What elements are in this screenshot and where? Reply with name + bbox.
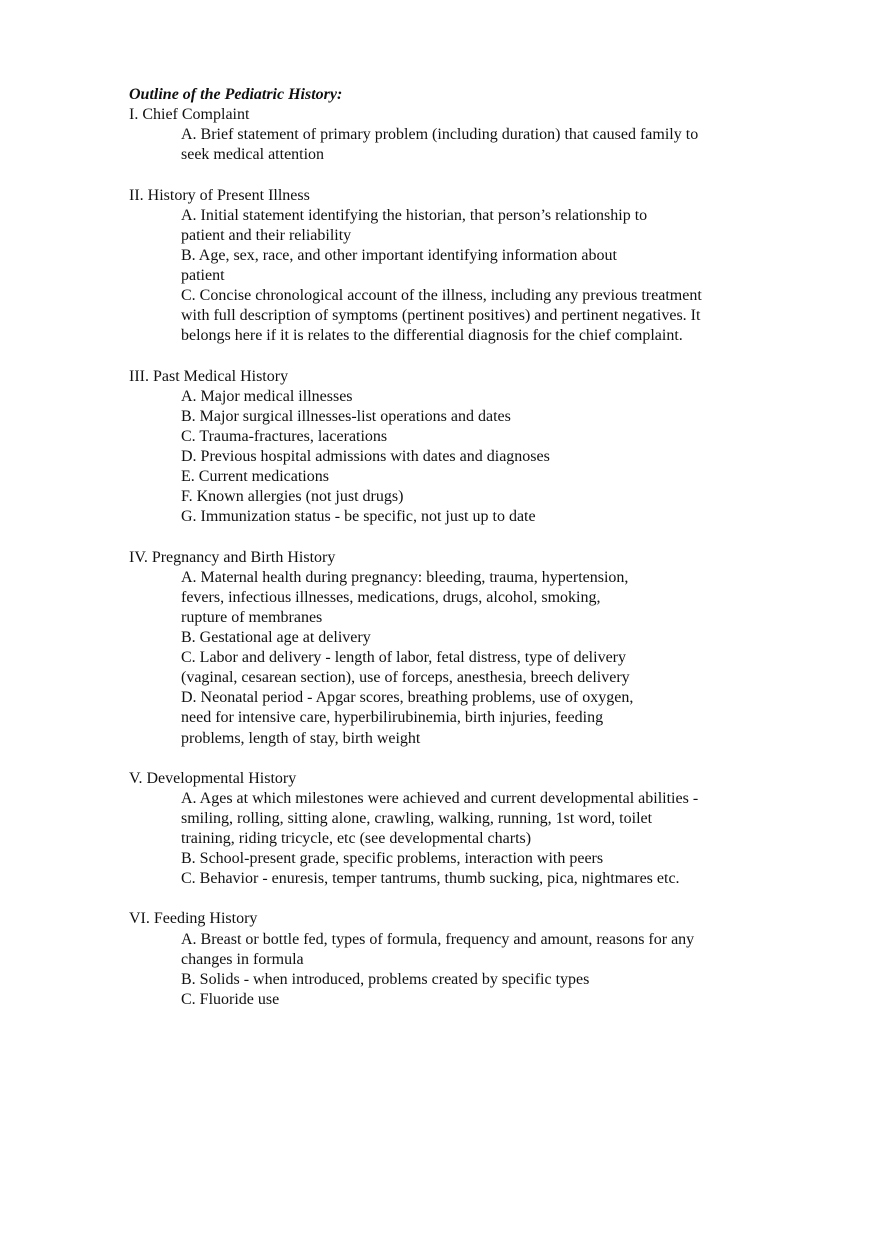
item-text-line: B. Solids - when introduced, problems created by specific types — [181, 970, 590, 988]
item-text-line: training, riding tricycle, etc (see developmental charts) — [181, 830, 532, 848]
section-heading: I. Chief Complaint — [129, 106, 250, 124]
item-text-line: E. Current medications — [181, 468, 329, 486]
section-heading: V. Developmental History — [129, 769, 297, 787]
section-heading: IV. Pregnancy and Birth History — [129, 548, 336, 566]
document-title: Outline of the Pediatric History: — [129, 86, 343, 103]
outline-item — [129, 487, 702, 507]
item-text-line: D. Neonatal period - Apgar scores, breathing problems, use of oxygen, — [181, 689, 634, 707]
outline-item — [129, 869, 702, 889]
outline-item — [129, 387, 702, 407]
outline-section — [129, 105, 702, 165]
item-text-line: smiling, rolling, sitting alone, crawling, walking, running, 1st word, toilet — [181, 809, 653, 827]
outline-section — [129, 909, 702, 1010]
outline-section — [129, 186, 702, 347]
outline-item — [129, 789, 702, 849]
item-text-line: changes in formula — [181, 950, 304, 968]
item-text-line: A. Breast or bottle fed, types of formula, frequency and amount, reasons for any — [181, 930, 695, 948]
item-text-line: belongs here if it is relates to the differential diagnosis for the chief complaint. — [181, 327, 683, 345]
outline-item — [129, 507, 702, 527]
item-text-line: A. Initial statement identifying the historian, that person’s relationship to — [181, 206, 648, 224]
outline-item — [129, 970, 702, 990]
outline-item — [129, 427, 702, 447]
item-text-line: G. Immunization status - be specific, not just up to date — [181, 508, 536, 526]
item-text-line: B. Age, sex, race, and other important identifying information about — [181, 246, 617, 264]
item-text-line: C. Behavior - enuresis, temper tantrums, thumb sucking, pica, nightmares etc. — [181, 870, 680, 888]
item-text-line: C. Labor and delivery - length of labor, fetal distress, type of delivery — [181, 649, 626, 667]
outline-section — [129, 367, 702, 528]
item-text-line: D. Previous hospital admissions with dates and diagnoses — [181, 447, 550, 465]
item-text-line: rupture of membranes — [181, 608, 323, 626]
item-text-line: with full description of symptoms (pertinent positives) and pertinent negatives. It — [181, 307, 701, 325]
outline-section — [129, 769, 702, 890]
item-text-line: A. Brief statement of primary problem (including duration) that caused family to — [181, 126, 699, 144]
outline-item — [129, 447, 702, 467]
item-text-line: problems, length of stay, birth weight — [181, 729, 421, 747]
outline-item — [129, 688, 702, 748]
item-text-line: B. School-present grade, specific problems, interaction with peers — [181, 850, 604, 868]
item-text-line: B. Gestational age at delivery — [181, 628, 371, 646]
item-text-line: C. Trauma-fractures, lacerations — [181, 427, 388, 445]
section-heading: VI. Feeding History — [129, 910, 258, 928]
outline-sections — [129, 105, 702, 1010]
section-heading: II. History of Present Illness — [129, 186, 310, 204]
outline-item — [129, 407, 702, 427]
item-text-line: C. Fluoride use — [181, 990, 280, 1008]
item-text-line: fevers, infectious illnesses, medications, drugs, alcohol, smoking, — [181, 588, 601, 606]
outline-item — [129, 990, 702, 1010]
item-text-line: C. Concise chronological account of the illness, including any previous treatment — [181, 287, 702, 305]
outline-item — [129, 246, 702, 286]
outline-item — [129, 467, 702, 487]
item-text-line: seek medical attention — [181, 146, 325, 164]
item-text-line: A. Maternal health during pregnancy: bleeding, trauma, hypertension, — [181, 568, 629, 586]
item-text-line: patient and their reliability — [181, 226, 352, 244]
outline-item — [129, 568, 702, 628]
item-text-line: need for intensive care, hyperbilirubinemia, birth injuries, feeding — [181, 709, 604, 727]
outline-item — [129, 849, 702, 869]
item-text-line: A. Major medical illnesses — [181, 387, 353, 405]
outline-item — [129, 206, 702, 246]
item-text-line: A. Ages at which milestones were achieved and current developmental abilities - — [181, 789, 699, 807]
outline-item — [129, 648, 702, 688]
outline-item — [129, 125, 702, 165]
item-text-line: F. Known allergies (not just drugs) — [181, 488, 404, 506]
outline-section — [129, 548, 702, 749]
outline-item — [129, 286, 702, 346]
section-heading: III. Past Medical History — [129, 367, 289, 385]
document-page — [129, 85, 702, 1010]
outline-item — [129, 628, 702, 648]
item-text-line: B. Major surgical illnesses-list operations and dates — [181, 407, 511, 425]
outline-item — [129, 930, 702, 970]
item-text-line: patient — [181, 266, 225, 284]
item-text-line: (vaginal, cesarean section), use of forceps, anesthesia, breech delivery — [181, 669, 630, 687]
